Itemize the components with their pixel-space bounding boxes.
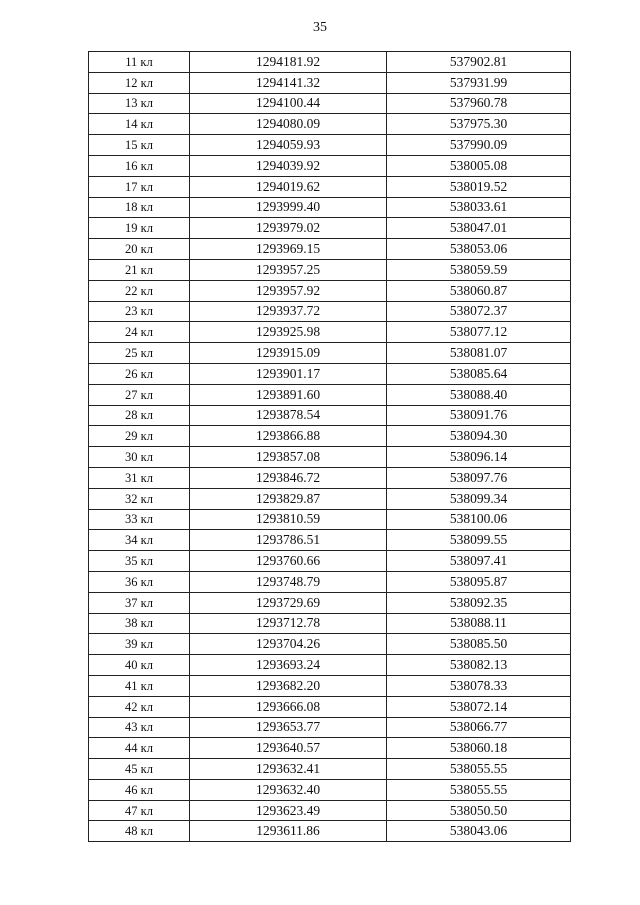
point-label-cell: 48 кл bbox=[89, 821, 190, 842]
point-label-cell: 20 кл bbox=[89, 239, 190, 260]
table-row bbox=[89, 738, 571, 759]
x-coordinate-cell: 1293957.25 bbox=[190, 259, 387, 280]
point-label-cell: 15 кл bbox=[89, 135, 190, 156]
point-label-cell: 18 кл bbox=[89, 197, 190, 218]
table-row bbox=[89, 613, 571, 634]
x-coordinate-cell: 1293712.78 bbox=[190, 613, 387, 634]
table-row bbox=[89, 363, 571, 384]
point-label-cell: 30 кл bbox=[89, 447, 190, 468]
y-coordinate-cell: 538055.55 bbox=[387, 779, 571, 800]
table-row bbox=[89, 551, 571, 572]
y-coordinate-cell: 538072.37 bbox=[387, 301, 571, 322]
x-coordinate-cell: 1293979.02 bbox=[190, 218, 387, 239]
y-coordinate-cell: 538088.40 bbox=[387, 384, 571, 405]
point-label-cell: 12 кл bbox=[89, 72, 190, 93]
x-coordinate-cell: 1293632.40 bbox=[190, 779, 387, 800]
point-label-cell: 37 кл bbox=[89, 592, 190, 613]
y-coordinate-cell: 538053.06 bbox=[387, 239, 571, 260]
x-coordinate-cell: 1293901.17 bbox=[190, 363, 387, 384]
y-coordinate-cell: 537960.78 bbox=[387, 93, 571, 114]
table-row bbox=[89, 447, 571, 468]
table-row bbox=[89, 114, 571, 135]
point-label-cell: 35 кл bbox=[89, 551, 190, 572]
table-row bbox=[89, 467, 571, 488]
page-number: 35 bbox=[313, 20, 327, 35]
x-coordinate-cell: 1294059.93 bbox=[190, 135, 387, 156]
table-row bbox=[89, 675, 571, 696]
table-row bbox=[89, 426, 571, 447]
point-label-cell: 26 кл bbox=[89, 363, 190, 384]
y-coordinate-cell: 538088.11 bbox=[387, 613, 571, 634]
x-coordinate-cell: 1293786.51 bbox=[190, 530, 387, 551]
y-coordinate-cell: 538055.55 bbox=[387, 759, 571, 780]
table-row bbox=[89, 509, 571, 530]
point-label-cell: 33 кл bbox=[89, 509, 190, 530]
x-coordinate-cell: 1293866.88 bbox=[190, 426, 387, 447]
x-coordinate-cell: 1293878.54 bbox=[190, 405, 387, 426]
table-row bbox=[89, 218, 571, 239]
x-coordinate-cell: 1293653.77 bbox=[190, 717, 387, 738]
y-coordinate-cell: 538060.87 bbox=[387, 280, 571, 301]
table-row bbox=[89, 239, 571, 260]
y-coordinate-cell: 538019.52 bbox=[387, 176, 571, 197]
table-row bbox=[89, 72, 571, 93]
point-label-cell: 41 кл bbox=[89, 675, 190, 696]
table-row bbox=[89, 384, 571, 405]
x-coordinate-cell: 1293682.20 bbox=[190, 675, 387, 696]
point-label-cell: 23 кл bbox=[89, 301, 190, 322]
y-coordinate-cell: 538100.06 bbox=[387, 509, 571, 530]
table-row bbox=[89, 280, 571, 301]
point-label-cell: 46 кл bbox=[89, 779, 190, 800]
x-coordinate-cell: 1293937.72 bbox=[190, 301, 387, 322]
table-row bbox=[89, 343, 571, 364]
point-label-cell: 16 кл bbox=[89, 155, 190, 176]
table-row bbox=[89, 155, 571, 176]
table-row bbox=[89, 322, 571, 343]
point-label-cell: 29 кл bbox=[89, 426, 190, 447]
table-row bbox=[89, 592, 571, 613]
y-coordinate-cell: 538077.12 bbox=[387, 322, 571, 343]
x-coordinate-cell: 1293957.92 bbox=[190, 280, 387, 301]
x-coordinate-cell: 1293760.66 bbox=[190, 551, 387, 572]
x-coordinate-cell: 1293666.08 bbox=[190, 696, 387, 717]
x-coordinate-cell: 1293891.60 bbox=[190, 384, 387, 405]
y-coordinate-cell: 538085.50 bbox=[387, 634, 571, 655]
table-row bbox=[89, 52, 571, 73]
point-label-cell: 17 кл bbox=[89, 176, 190, 197]
table-row bbox=[89, 634, 571, 655]
y-coordinate-cell: 538091.76 bbox=[387, 405, 571, 426]
point-label-cell: 47 кл bbox=[89, 800, 190, 821]
x-coordinate-cell: 1293611.86 bbox=[190, 821, 387, 842]
point-label-cell: 36 кл bbox=[89, 571, 190, 592]
point-label-cell: 44 кл bbox=[89, 738, 190, 759]
x-coordinate-cell: 1293704.26 bbox=[190, 634, 387, 655]
x-coordinate-cell: 1294181.92 bbox=[190, 52, 387, 73]
x-coordinate-cell: 1293748.79 bbox=[190, 571, 387, 592]
x-coordinate-cell: 1294100.44 bbox=[190, 93, 387, 114]
table-row bbox=[89, 93, 571, 114]
table-row bbox=[89, 779, 571, 800]
y-coordinate-cell: 538096.14 bbox=[387, 447, 571, 468]
point-label-cell: 21 кл bbox=[89, 259, 190, 280]
point-label-cell: 14 кл bbox=[89, 114, 190, 135]
table-row bbox=[89, 800, 571, 821]
y-coordinate-cell: 537990.09 bbox=[387, 135, 571, 156]
point-label-cell: 40 кл bbox=[89, 655, 190, 676]
y-coordinate-cell: 538072.14 bbox=[387, 696, 571, 717]
table-row bbox=[89, 176, 571, 197]
y-coordinate-cell: 538092.35 bbox=[387, 592, 571, 613]
x-coordinate-cell: 1294141.32 bbox=[190, 72, 387, 93]
point-label-cell: 39 кл bbox=[89, 634, 190, 655]
x-coordinate-cell: 1293810.59 bbox=[190, 509, 387, 530]
y-coordinate-cell: 538082.13 bbox=[387, 655, 571, 676]
table-row bbox=[89, 135, 571, 156]
point-label-cell: 24 кл bbox=[89, 322, 190, 343]
point-label-cell: 32 кл bbox=[89, 488, 190, 509]
table-row bbox=[89, 197, 571, 218]
coordinates-table bbox=[88, 51, 571, 842]
y-coordinate-cell: 538078.33 bbox=[387, 675, 571, 696]
x-coordinate-cell: 1293846.72 bbox=[190, 467, 387, 488]
point-label-cell: 34 кл bbox=[89, 530, 190, 551]
y-coordinate-cell: 538005.08 bbox=[387, 155, 571, 176]
x-coordinate-cell: 1293632.41 bbox=[190, 759, 387, 780]
table-row bbox=[89, 821, 571, 842]
point-label-cell: 22 кл bbox=[89, 280, 190, 301]
coordinates-table-body bbox=[89, 52, 571, 842]
y-coordinate-cell: 537975.30 bbox=[387, 114, 571, 135]
y-coordinate-cell: 538085.64 bbox=[387, 363, 571, 384]
point-label-cell: 19 кл bbox=[89, 218, 190, 239]
x-coordinate-cell: 1294080.09 bbox=[190, 114, 387, 135]
y-coordinate-cell: 538097.41 bbox=[387, 551, 571, 572]
point-label-cell: 43 кл bbox=[89, 717, 190, 738]
x-coordinate-cell: 1293623.49 bbox=[190, 800, 387, 821]
x-coordinate-cell: 1293829.87 bbox=[190, 488, 387, 509]
y-coordinate-cell: 537902.81 bbox=[387, 52, 571, 73]
table-row bbox=[89, 405, 571, 426]
y-coordinate-cell: 538081.07 bbox=[387, 343, 571, 364]
y-coordinate-cell: 538095.87 bbox=[387, 571, 571, 592]
point-label-cell: 45 кл bbox=[89, 759, 190, 780]
table-row bbox=[89, 488, 571, 509]
point-label-cell: 11 кл bbox=[89, 52, 190, 73]
point-label-cell: 31 кл bbox=[89, 467, 190, 488]
table-row bbox=[89, 696, 571, 717]
y-coordinate-cell: 538050.50 bbox=[387, 800, 571, 821]
x-coordinate-cell: 1293969.15 bbox=[190, 239, 387, 260]
y-coordinate-cell: 538047.01 bbox=[387, 218, 571, 239]
y-coordinate-cell: 538060.18 bbox=[387, 738, 571, 759]
table-row bbox=[89, 717, 571, 738]
y-coordinate-cell: 538099.34 bbox=[387, 488, 571, 509]
point-label-cell: 13 кл bbox=[89, 93, 190, 114]
y-coordinate-cell: 538043.06 bbox=[387, 821, 571, 842]
table-row bbox=[89, 530, 571, 551]
x-coordinate-cell: 1293693.24 bbox=[190, 655, 387, 676]
table-row bbox=[89, 301, 571, 322]
table-row bbox=[89, 259, 571, 280]
y-coordinate-cell: 538033.61 bbox=[387, 197, 571, 218]
point-label-cell: 38 кл bbox=[89, 613, 190, 634]
point-label-cell: 25 кл bbox=[89, 343, 190, 364]
table-row bbox=[89, 571, 571, 592]
point-label-cell: 28 кл bbox=[89, 405, 190, 426]
table-row bbox=[89, 655, 571, 676]
x-coordinate-cell: 1293857.08 bbox=[190, 447, 387, 468]
point-label-cell: 27 кл bbox=[89, 384, 190, 405]
x-coordinate-cell: 1294019.62 bbox=[190, 176, 387, 197]
point-label-cell: 42 кл bbox=[89, 696, 190, 717]
y-coordinate-cell: 537931.99 bbox=[387, 72, 571, 93]
x-coordinate-cell: 1294039.92 bbox=[190, 155, 387, 176]
x-coordinate-cell: 1293925.98 bbox=[190, 322, 387, 343]
y-coordinate-cell: 538059.59 bbox=[387, 259, 571, 280]
x-coordinate-cell: 1293729.69 bbox=[190, 592, 387, 613]
y-coordinate-cell: 538066.77 bbox=[387, 717, 571, 738]
y-coordinate-cell: 538099.55 bbox=[387, 530, 571, 551]
table-row bbox=[89, 759, 571, 780]
x-coordinate-cell: 1293915.09 bbox=[190, 343, 387, 364]
x-coordinate-cell: 1293640.57 bbox=[190, 738, 387, 759]
y-coordinate-cell: 538094.30 bbox=[387, 426, 571, 447]
x-coordinate-cell: 1293999.40 bbox=[190, 197, 387, 218]
y-coordinate-cell: 538097.76 bbox=[387, 467, 571, 488]
